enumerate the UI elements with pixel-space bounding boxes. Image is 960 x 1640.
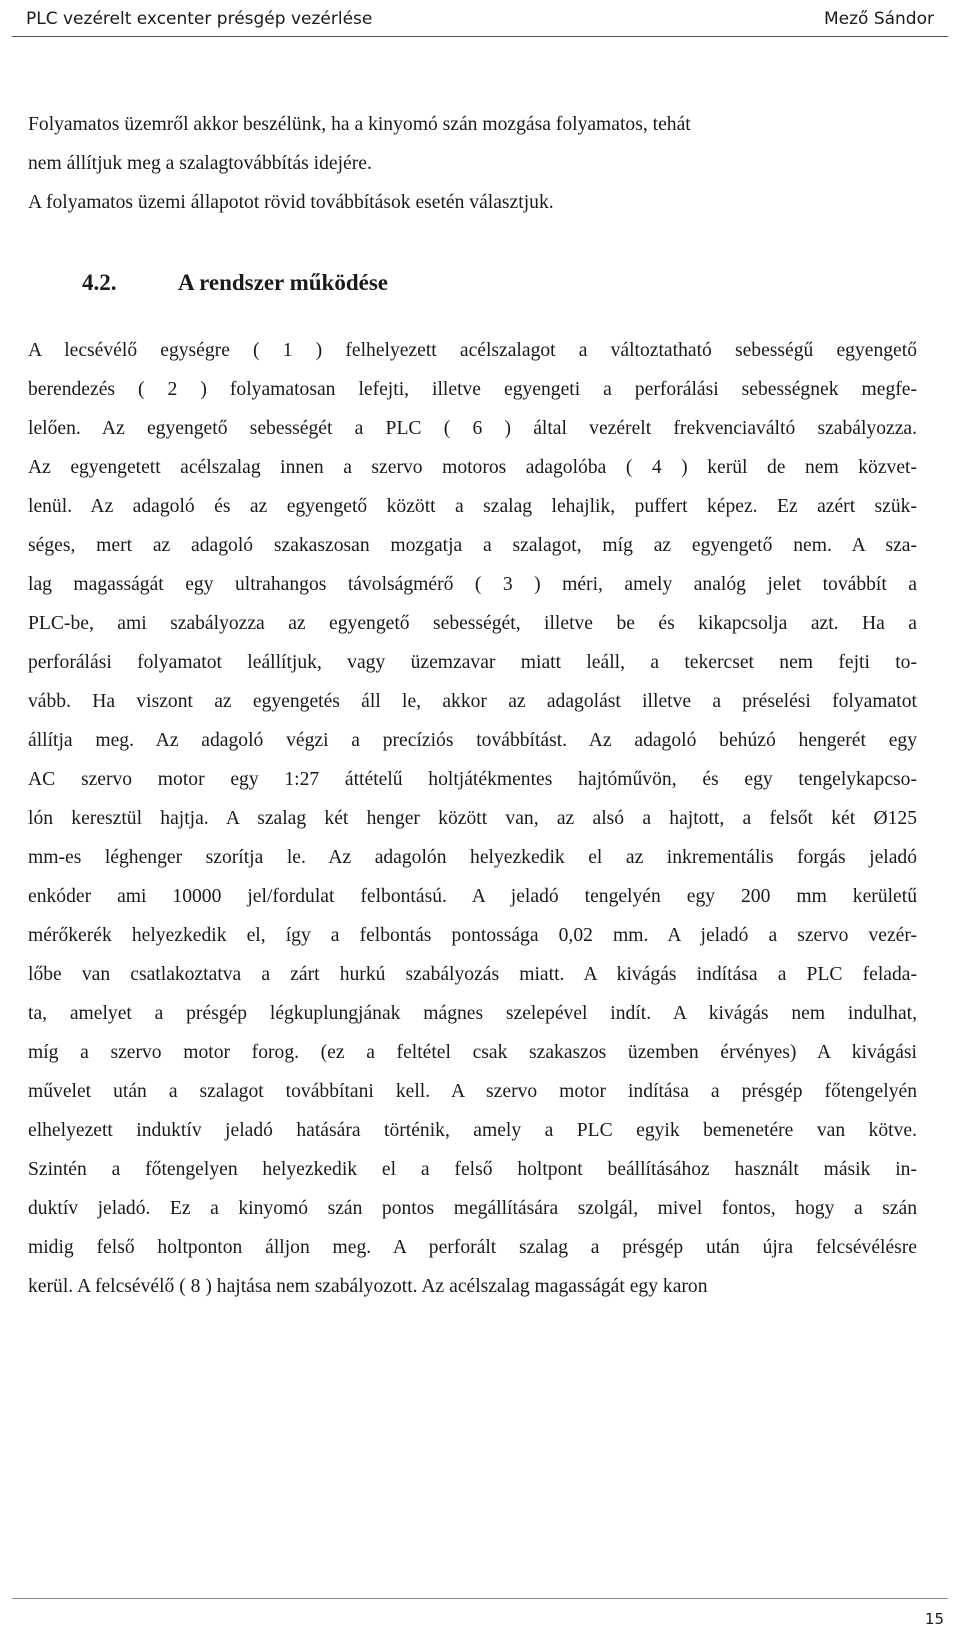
page-header xyxy=(26,4,934,34)
body-line: mérőkerék helyezkedik el, így a felbontás pontossága 0,02 mm. A jeladó a szervo vezér- xyxy=(28,925,917,946)
section-number: 4.2. xyxy=(82,270,117,295)
body-line: Szintén a főtengelyen helyezkedik el a felső holtpont beállításához használt másik in- xyxy=(28,1159,917,1180)
body-line: lőbe van csatlakoztatva a zárt hurkú szabályozás miatt. A kivágás indítása a PLC felada- xyxy=(28,964,917,985)
header-author: Mező Sándor xyxy=(823,9,934,29)
body-line: kerül. A felcsévélő ( 8 ) hajtása nem szabályozott. Az acélszalag magasságát egy karon xyxy=(28,1276,708,1297)
body-line: perforálási folyamatot leállítjuk, vagy üzemzavar miatt leáll, a tekercset nem fejti to- xyxy=(28,652,917,673)
body-line: lenül. Az adagoló és az egyengető között a szalag lehajlik, puffert képez. Ez azért szük- xyxy=(28,496,917,517)
body-line: duktív jeladó. Ez a kinyomó szán pontos megállítására szolgál, mivel fontos, hogy a szán xyxy=(28,1198,917,1219)
body-line: AC szervo motor egy 1:27 áttételű holtjátékmentes hajtóművön, és egy tengelykapcso- xyxy=(28,769,917,790)
body-line: ta, amelyet a présgép légkuplungjának mágnes szelepével indít. A kivágás nem indulhat, xyxy=(28,1003,917,1024)
body-line: mm-es léghenger szorítja le. Az adagolón helyezkedik el az inkrementális forgás jeladó xyxy=(28,847,917,868)
body-line: berendezés ( 2 ) folyamatosan lefejti, illetve egyengeti a perforálási sebességnek megfe- xyxy=(28,379,917,400)
body-line: séges, mert az adagoló szakaszosan mozgatja a szalagot, míg az egyengető nem. A sza- xyxy=(28,535,917,556)
body-line: PLC-be, ami szabályozza az egyengető sebességét, illetve be és kikapcsolja azt. Ha a xyxy=(28,613,917,634)
body-line: lón keresztül hajtja. A szalag két henger között van, az alsó a hajtott, a felsőt két Ø125 xyxy=(28,808,917,829)
body-line: lelően. Az egyengető sebességét a PLC ( 6 ) által vezérelt frekvenciaváltó szabályozza. xyxy=(28,418,917,439)
intro-line: A folyamatos üzemi állapotot rövid továbbítások esetén választjuk. xyxy=(28,192,554,213)
body-paragraph xyxy=(28,331,917,1306)
body-line: elhelyezett induktív jeladó hatására történik, amely a PLC egyik bemenetére van kötve. xyxy=(28,1120,917,1141)
body-line: A lecsévélő egységre ( 1 ) felhelyezett acélszalagot a változtatható sebességű egyengető xyxy=(28,340,917,361)
body-line: művelet után a szalagot továbbítani kell. A szervo motor indítása a présgép főtengelyén xyxy=(28,1081,917,1102)
page-content xyxy=(28,105,917,1306)
body-line: enkóder ami 10000 jel/fordulat felbontású. A jeladó tengelyén egy 200 mm kerületű xyxy=(28,886,917,907)
section-heading xyxy=(82,261,917,304)
body-line: Az egyengetett acélszalag innen a szervo motoros adagolóba ( 4 ) kerül de nem közvet- xyxy=(28,457,917,478)
body-line: lag magasságát egy ultrahangos távolságmérő ( 3 ) méri, amely analóg jelet továbbít a xyxy=(28,574,917,595)
body-line: míg a szervo motor forog. (ez a feltétel csak szakaszos üzemben érvényes) A kivágási xyxy=(28,1042,917,1063)
body-line: midig felső holtponton álljon meg. A perforált szalag a présgép után újra felcsévélésre xyxy=(28,1237,917,1258)
body-line: vább. Ha viszont az egyengetés áll le, akkor az adagolást illetve a préselési folyamatot xyxy=(28,691,917,712)
body-line: állítja meg. Az adagoló végzi a precíziós továbbítást. Az adagoló behúzó hengerét egy xyxy=(28,730,917,751)
intro-line: nem állítjuk meg a szalagtovábbítás idejére. xyxy=(28,153,372,174)
header-divider xyxy=(12,36,948,37)
section-title: A rendszer működése xyxy=(178,270,388,295)
page-number: 15 xyxy=(924,1610,944,1628)
header-title: PLC vezérelt excenter présgép vezérlése xyxy=(26,9,373,29)
footer-divider xyxy=(12,1598,948,1599)
intro-paragraph xyxy=(28,105,917,222)
intro-line: Folyamatos üzemről akkor beszélünk, ha a kinyomó szán mozgása folyamatos, tehát xyxy=(28,114,691,135)
